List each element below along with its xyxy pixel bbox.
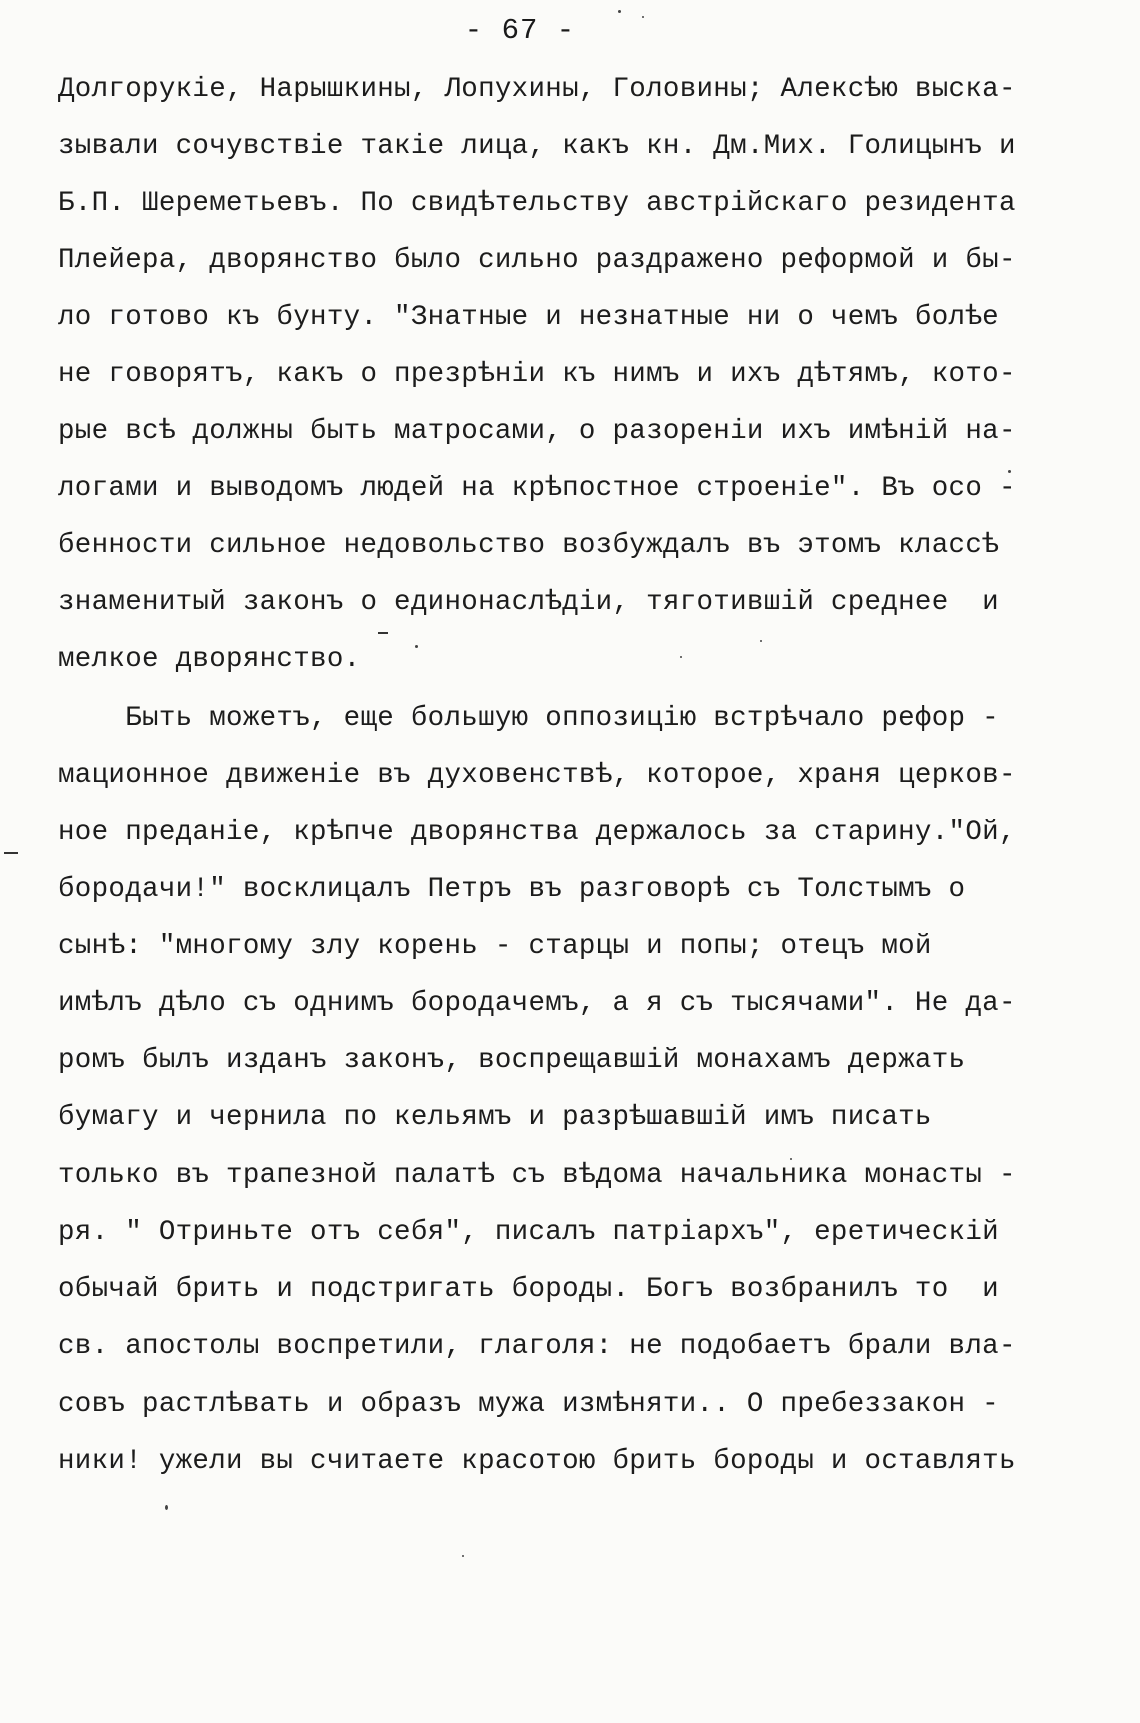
text-line: ло готово къ бунту. "Знатные и незнатные ни о чемъ болѣе: [58, 302, 999, 333]
text-line: сынѣ: "многому злу корень - старцы и попы; отецъ мой: [58, 931, 932, 962]
scan-speck: [462, 1555, 464, 1557]
scan-speck: [618, 10, 621, 13]
text-line: ря. " Отриньте отъ себя", писалъ патріархъ", еретическій: [58, 1217, 999, 1248]
scan-speck: [415, 645, 418, 648]
text-line: ники! ужели вы считаете красотою брить бороды и оставлять: [58, 1446, 1016, 1477]
text-line: Плейера, дворянство было сильно раздражено реформой и бы-: [58, 245, 1016, 276]
text-line: ное преданіе, крѣпче дворянства держалось за старину."Ой,: [58, 817, 1016, 848]
text-line: Быть можетъ, еще большую оппозицію встрѣчало рефор -: [58, 703, 999, 734]
scan-speck: [1008, 470, 1011, 473]
text-line: мационное движеніе въ духовенствѣ, которое, храня церков-: [58, 760, 1016, 791]
text-line: обычай брить и подстригать бороды. Богъ возбранилъ то и: [58, 1274, 999, 1305]
text-line: св. апостолы воспретили, глаголя: не подобаетъ брали вла-: [58, 1331, 1016, 1362]
text-line: бумагу и чернила по кельямъ и разрѣшавшій имъ писать: [58, 1102, 932, 1133]
text-line: только въ трапезной палатѣ съ вѣдома начальника монасты -: [58, 1160, 1016, 1191]
text-line: ромъ былъ изданъ законъ, воспрещавшій монахамъ держать: [58, 1045, 966, 1076]
page-number: - 67 -: [464, 14, 576, 47]
text-line: Б.П. Шереметьевъ. По свидѣтельству австрійскаго резидента: [58, 188, 1016, 219]
text-line: Долгорукіе, Нарышкины, Лопухины, Головины; Алексѣю выска-: [58, 74, 1016, 105]
text-line: имѣлъ дѣло съ однимъ бородачемъ, а я съ тысячами". Не да-: [58, 988, 1016, 1019]
text-line: совъ растлѣвать и образъ мужа измѣняти.. О пребеззакон -: [58, 1389, 999, 1420]
text-line: бородачи!" восклицалъ Петръ въ разговорѣ съ Толстымъ о: [58, 874, 966, 905]
text-line: мелкое дворянство.: [58, 644, 361, 675]
scan-speck: [680, 656, 682, 658]
text-line: знаменитый законъ о единонаслѣдіи, тяготившій среднее и: [58, 587, 999, 618]
text-line: логами и выводомъ людей на крѣпостное строеніе". Въ осо -: [58, 473, 1016, 504]
text-line: бенности сильное недовольство возбуждалъ въ этомъ классѣ: [58, 530, 999, 561]
text-line: не говорятъ, какъ о презрѣніи къ нимъ и ихъ дѣтямъ, кото-: [58, 359, 1016, 390]
scan-speck: [760, 640, 762, 642]
scan-margin-mark: [4, 852, 18, 854]
scan-speck: [165, 1505, 168, 1510]
scan-speck: [790, 1158, 792, 1160]
text-line: рые всѣ должны быть матросами, о разореніи ихъ имѣній на-: [58, 416, 1016, 447]
text-line: зывали сочувствіе такіе лица, какъ кн. Дм.Мих. Голицынъ и: [58, 131, 1016, 162]
scan-speck: [642, 16, 644, 18]
scan-margin-mark: [378, 632, 388, 634]
